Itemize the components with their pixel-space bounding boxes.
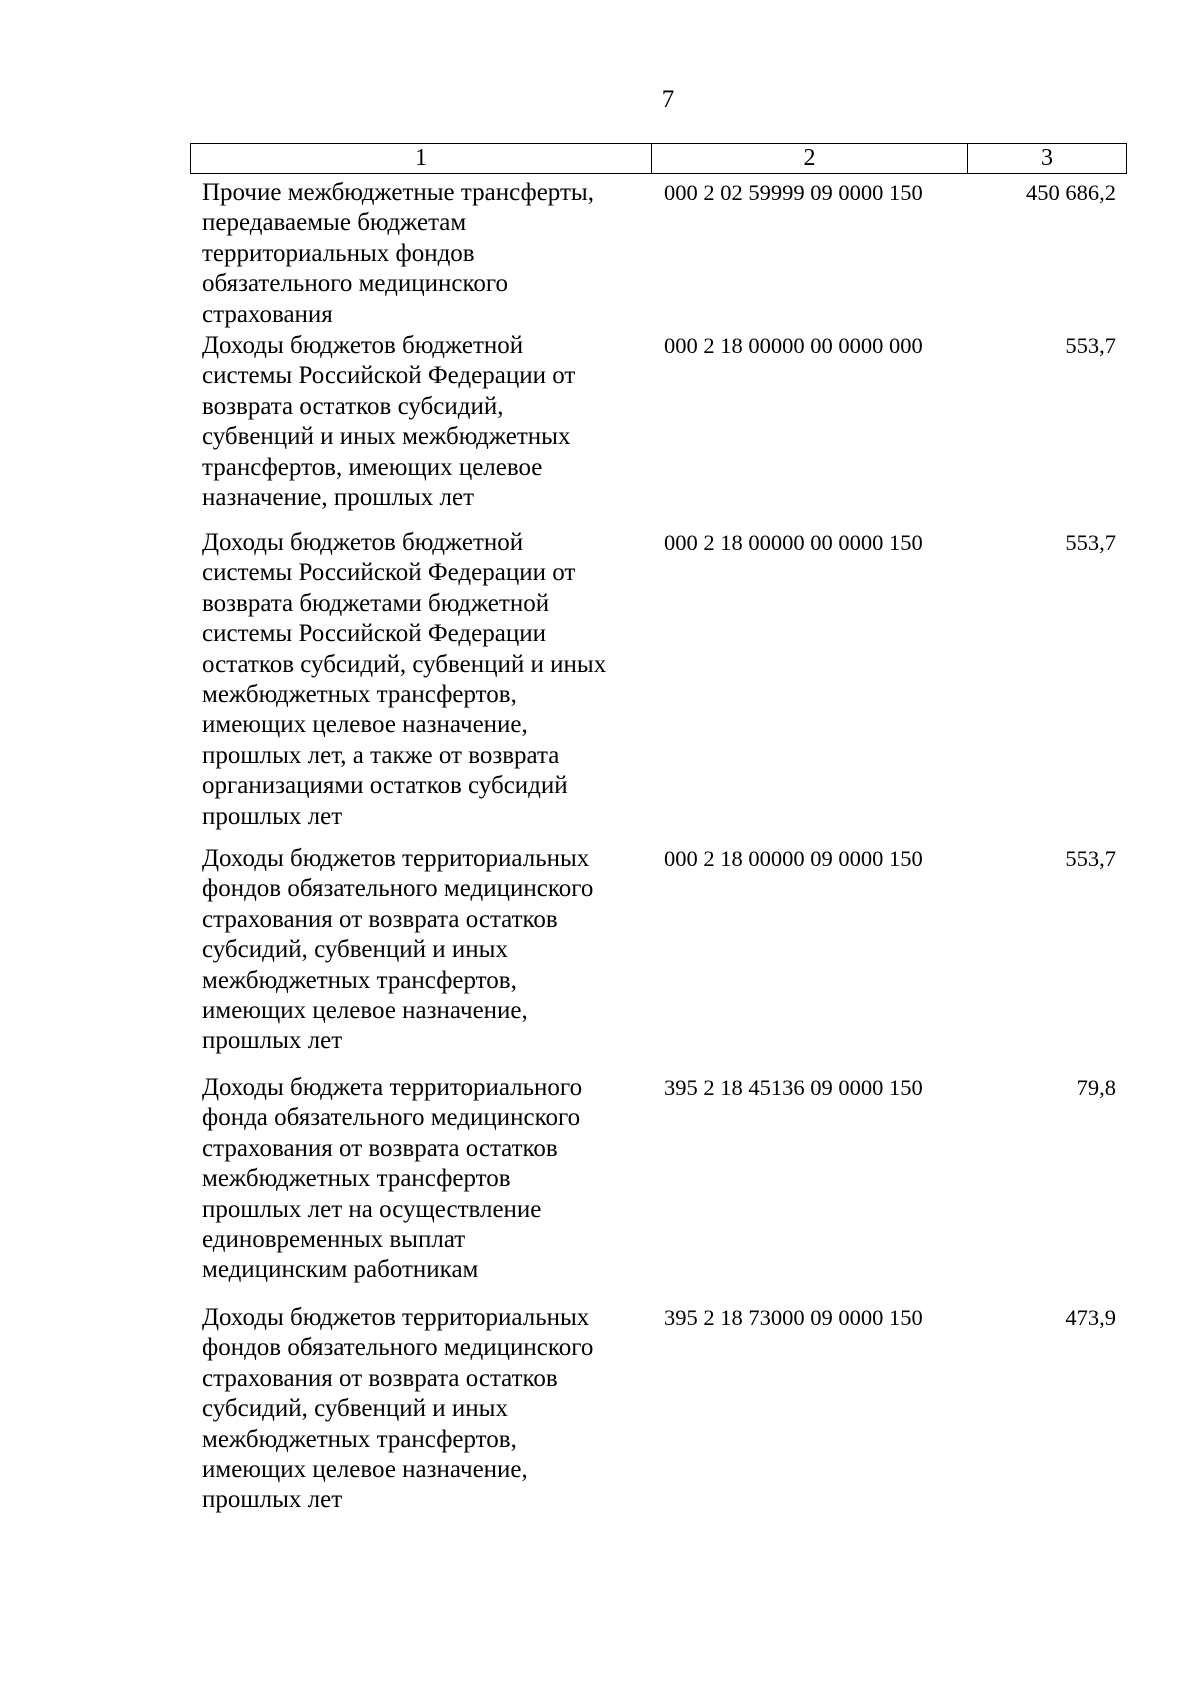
budget-code: 395 2 18 73000 09 0000 150 bbox=[664, 1305, 923, 1330]
table-header-col-3: 3 bbox=[1041, 145, 1053, 171]
budget-code: 000 2 18 00000 00 0000 000 bbox=[664, 333, 923, 358]
budget-code: 395 2 18 45136 09 0000 150 bbox=[664, 1075, 923, 1100]
budget-code: 000 2 18 00000 00 0000 150 bbox=[664, 530, 923, 555]
amount: 553,7 bbox=[1065, 333, 1116, 358]
amount: 553,7 bbox=[1065, 846, 1116, 871]
amount: 553,7 bbox=[1065, 530, 1116, 555]
income-name: Прочие межбюджетные трансферты, передаваемые бюджетам территориальных фондов обязательного медицинского страхования bbox=[202, 179, 594, 328]
budget-code: 000 2 02 59999 09 0000 150 bbox=[664, 180, 923, 205]
income-name: Доходы бюджета территориального фонда обязательного медицинского страхования от возврата остатков межбюджетных трансфертов прошлых лет на осуществление единовременных выплат медицинским работникам bbox=[202, 1074, 583, 1284]
budget-code: 000 2 18 00000 09 0000 150 bbox=[664, 846, 923, 871]
income-name: Доходы бюджетов бюджетной системы Российской Федерации от возврата бюджетами бюджетной системы Российской Федерации остатков субсидий, субвенций и иных межбюджетных трансфертов, имеющих целевое назначение, прошлых лет, а также от возврата организациями остатков субсидий прошлых лет bbox=[202, 529, 607, 830]
income-name: Доходы бюджетов территориальных фондов обязательного медицинского страхования от возврата остатков субсидий, субвенций и иных межбюджетных трансфертов, имеющих целевое назначение, прошлых лет bbox=[202, 845, 594, 1055]
table-header-col-2: 2 bbox=[652, 144, 968, 173]
amount: 473,9 bbox=[1065, 1305, 1116, 1330]
income-name: Доходы бюджетов бюджетной системы Российской Федерации от возврата остатков субсидий, субвенций и иных межбюджетных трансфертов, имеющих целевое назначение, прошлых лет bbox=[202, 332, 576, 512]
table-header-col-1: 1 bbox=[191, 144, 652, 173]
amount: 450 686,2 bbox=[1026, 180, 1116, 205]
table-header-row bbox=[190, 143, 1127, 174]
page-number: 7 bbox=[661, 86, 675, 113]
income-name: Доходы бюджетов территориальных фондов обязательного медицинского страхования от возврата остатков субсидий, субвенций и иных межбюджетных трансфертов, имеющих целевое назначение, прошлых лет bbox=[202, 1304, 594, 1514]
amount: 79,8 bbox=[1076, 1075, 1116, 1100]
